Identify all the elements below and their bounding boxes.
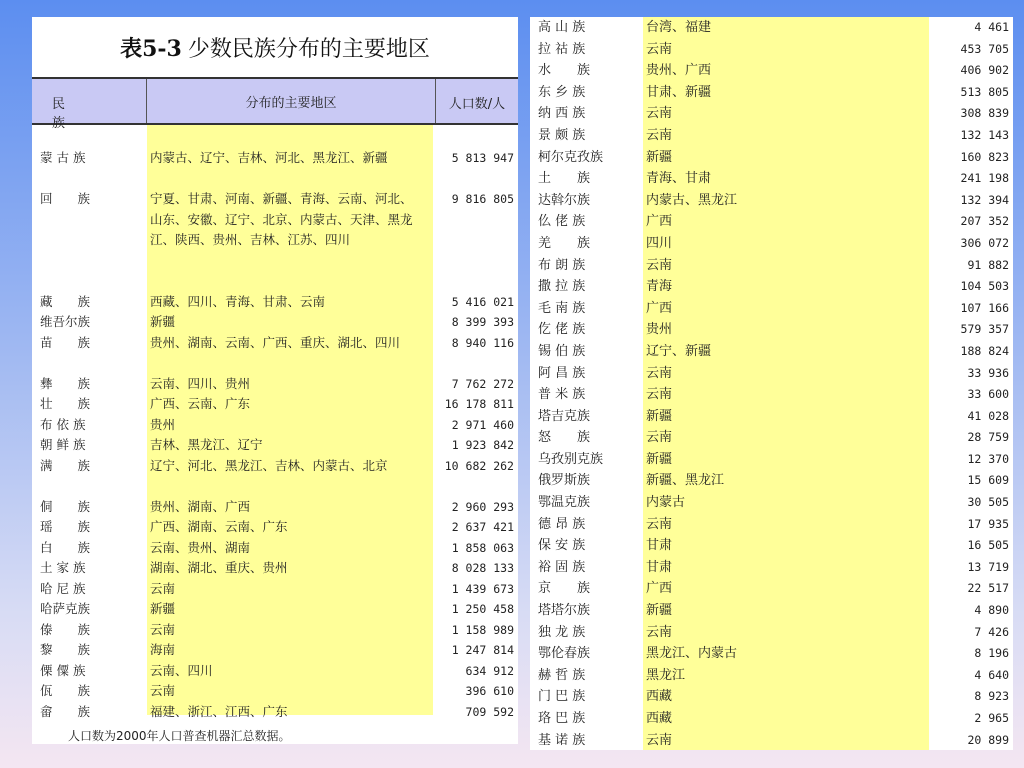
population-count: 41 028 (967, 408, 1009, 423)
table-row (32, 456, 518, 497)
ethnic-group-name: 白 族 (40, 539, 91, 555)
population-count: 453 705 (960, 41, 1009, 56)
distribution-regions: 新疆 (646, 149, 673, 165)
ethnic-group-name: 佤 族 (40, 683, 91, 698)
table-row (32, 620, 518, 641)
distribution-regions: 福建、浙江、江西、广东 (150, 703, 288, 719)
ethnic-group-name: 高 山 族 (538, 20, 586, 35)
ethnic-group-name: 塔吉克族 (538, 408, 591, 424)
distribution-regions: 青海 (646, 279, 673, 295)
table-row (32, 497, 518, 518)
table-row (530, 255, 1013, 277)
table-row (32, 435, 518, 456)
ethnic-group-name: 赫 哲 族 (538, 667, 586, 683)
table-row (530, 341, 1013, 363)
population-count: 5 416 021 (451, 294, 514, 309)
population-count: 10 682 262 (444, 458, 514, 473)
left-table-panel (32, 17, 518, 744)
distribution-regions: 甘肃 (646, 559, 673, 575)
table-row (32, 640, 518, 661)
table-row (530, 319, 1013, 341)
population-count: 2 965 (974, 711, 1009, 725)
distribution-regions: 新疆 (646, 451, 673, 467)
ethnic-group-name: 维吾尔族 (40, 314, 91, 329)
population-count: 2 971 460 (451, 417, 514, 432)
table-row (530, 60, 1013, 82)
distribution-regions: 广西 (646, 581, 673, 597)
table-row (530, 665, 1013, 687)
ethnic-group-name: 傣 族 (40, 621, 91, 637)
ethnic-group-name: 保 安 族 (538, 538, 586, 554)
distribution-regions: 湖南、湖北、重庆、贵州 (150, 560, 288, 575)
population-count: 17 935 (967, 516, 1009, 531)
population-count: 1 250 458 (451, 602, 514, 616)
ethnic-group-name: 京 族 (538, 581, 591, 597)
population-count: 104 503 (960, 279, 1009, 294)
population-count: 33 600 (967, 387, 1009, 402)
population-count: 634 912 (465, 663, 514, 678)
population-count: 12 370 (967, 451, 1009, 466)
ethnic-group-name: 怒 族 (538, 430, 591, 446)
ethnic-group-name: 布 依 族 (40, 416, 86, 432)
ethnic-group-name: 土 族 (538, 171, 591, 187)
table-row (530, 406, 1013, 428)
population-count: 33 936 (967, 365, 1009, 380)
population-count: 132 143 (960, 127, 1009, 142)
table-row (32, 661, 518, 682)
table-row (32, 558, 518, 579)
distribution-regions: 云南 (646, 732, 673, 748)
distribution-regions: 辽宁、河北、黑龙江、吉林、内蒙古、北京 (150, 457, 388, 473)
population-count: 20 899 (967, 732, 1009, 747)
ethnic-group-name: 基 诺 族 (538, 732, 586, 748)
table-row (530, 17, 1013, 39)
table-row (530, 427, 1013, 449)
population-count: 22 517 (967, 581, 1009, 596)
ethnic-group-name: 壮 族 (40, 396, 91, 411)
ethnic-group-name: 锡 伯 族 (538, 343, 586, 359)
distribution-regions: 云南 (150, 580, 176, 596)
distribution-regions: 台湾、福建 (646, 20, 712, 35)
population-count: 188 824 (960, 343, 1009, 358)
population-count: 1 158 989 (451, 622, 514, 637)
table-row (530, 147, 1013, 169)
table-header (32, 77, 518, 131)
table-row (530, 730, 1013, 752)
population-count: 1 923 842 (451, 438, 514, 452)
distribution-regions: 黑龙江 (646, 667, 686, 683)
distribution-regions: 广西、云南、广东 (150, 396, 251, 411)
ethnic-group-name: 苗 族 (40, 334, 91, 350)
ethnic-group-name: 毛 南 族 (538, 300, 586, 316)
distribution-regions: 云南 (150, 683, 176, 698)
distribution-regions: 辽宁、新疆 (646, 343, 712, 359)
population-count: 8 196 (974, 646, 1009, 661)
distribution-regions: 贵州、湖南、广西 (150, 498, 251, 514)
distribution-regions: 甘肃、新疆 (646, 84, 712, 100)
distribution-regions: 云南 (646, 127, 673, 143)
ethnic-group-name: 纳 西 族 (538, 106, 586, 122)
population-count: 7 426 (974, 624, 1009, 639)
table-row (530, 190, 1013, 212)
ethnic-group-name: 俄罗斯族 (538, 473, 591, 489)
distribution-regions: 贵州、湖南、云南、广西、重庆、湖北、四川 (150, 334, 401, 350)
population-count: 15 609 (967, 473, 1009, 488)
distribution-regions: 宁夏、甘肃、河南、新疆、青海、云南、河北、山东、安徽、辽宁、北京、内蒙古、天津、黑龙江、陕西、贵州、吉林、江苏、四川 (150, 191, 413, 247)
ethnic-group-name: 独 龙 族 (538, 624, 586, 640)
distribution-regions: 云南 (646, 624, 673, 640)
population-count: 207 352 (960, 214, 1009, 229)
ethnic-group-name: 黎 族 (40, 642, 91, 657)
distribution-regions: 广西、湖南、云南、广东 (150, 519, 288, 534)
ethnic-group-name: 傈 僳 族 (40, 662, 86, 678)
ethnic-group-name: 柯尔克孜族 (538, 149, 604, 165)
distribution-regions: 云南 (150, 621, 176, 637)
ethnic-group-name: 蒙 古 族 (40, 150, 86, 165)
ethnic-group-name: 水 族 (538, 63, 591, 79)
ethnic-group-name: 裕 固 族 (538, 559, 586, 575)
table-row (530, 557, 1013, 579)
table-row (530, 470, 1013, 492)
population-count: 28 759 (967, 430, 1009, 445)
ethnic-group-name: 塔塔尔族 (538, 603, 591, 619)
ethnic-group-name: 门 巴 族 (538, 689, 586, 705)
table-row (530, 39, 1013, 61)
ethnic-group-name: 达斡尔族 (538, 192, 591, 208)
table-row (530, 82, 1013, 104)
table-row (32, 415, 518, 436)
ethnic-group-name: 哈 尼 族 (40, 580, 86, 596)
population-count: 13 719 (967, 559, 1009, 574)
ethnic-group-name: 侗 族 (40, 498, 91, 514)
population-count: 4 890 (974, 603, 1009, 618)
population-count: 107 166 (960, 300, 1009, 315)
distribution-regions: 甘肃 (646, 538, 673, 554)
population-count: 1 247 814 (451, 643, 514, 657)
table-row (530, 363, 1013, 385)
distribution-regions: 新疆 (646, 603, 673, 619)
population-count: 579 357 (960, 322, 1009, 337)
distribution-regions: 广西 (646, 214, 673, 230)
population-count: 30 505 (967, 495, 1009, 510)
table-row (530, 622, 1013, 644)
distribution-regions: 内蒙古、辽宁、吉林、河北、黑龙江、新疆 (150, 150, 388, 165)
distribution-regions: 云南、四川、贵州 (150, 375, 251, 391)
population-count: 709 592 (465, 704, 514, 719)
table-row (530, 233, 1013, 255)
distribution-regions: 云南 (646, 106, 673, 122)
table-row (32, 599, 518, 620)
ethnic-group-name: 仡 佬 族 (538, 322, 586, 338)
table-row (530, 514, 1013, 536)
distribution-regions: 云南 (646, 365, 673, 381)
table-number: 表5-3 (120, 35, 182, 62)
ethnic-group-name: 哈萨克族 (40, 601, 91, 616)
population-count: 1 439 673 (451, 581, 514, 596)
ethnic-group-name: 普 米 族 (538, 387, 586, 403)
ethnic-group-name: 乌孜别克族 (538, 451, 604, 467)
ethnic-group-name: 鄂温克族 (538, 495, 591, 511)
population-count: 1 858 063 (451, 540, 514, 555)
distribution-regions: 云南、贵州、湖南 (150, 539, 251, 555)
table-row (32, 312, 518, 333)
header-regions: 分布的主要地区 (146, 79, 436, 123)
ethnic-group-name: 畲 族 (40, 703, 91, 719)
left-table-body (32, 148, 518, 722)
table-row (530, 578, 1013, 600)
population-count: 308 839 (960, 106, 1009, 121)
table-row (530, 600, 1013, 622)
population-count: 8 923 (974, 689, 1009, 704)
population-count: 8 028 133 (451, 561, 514, 575)
population-count: 406 902 (960, 63, 1009, 78)
population-count: 7 762 272 (451, 376, 514, 391)
table-row (32, 579, 518, 600)
table-row (32, 148, 518, 189)
footnote: 人口数为2000年人口普查机器汇总数据。 (68, 729, 291, 743)
ethnic-group-name: 彝 族 (40, 375, 91, 391)
ethnic-group-name: 拉 祜 族 (538, 41, 586, 57)
ethnic-group-name: 羌 族 (538, 235, 591, 251)
population-count: 241 198 (960, 171, 1009, 186)
distribution-regions: 云南 (646, 516, 673, 532)
distribution-regions: 贵州、广西 (646, 63, 712, 79)
ethnic-group-name: 阿 昌 族 (538, 365, 586, 381)
table-row (530, 449, 1013, 471)
distribution-regions: 黑龙江、内蒙古 (646, 646, 738, 662)
ethnic-group-name: 瑶 族 (40, 519, 91, 534)
population-count: 2 637 421 (451, 520, 514, 534)
distribution-regions: 贵州 (646, 322, 673, 338)
population-count: 9 816 805 (451, 192, 514, 206)
distribution-regions: 云南 (646, 430, 673, 446)
table-row (530, 686, 1013, 708)
distribution-regions: 云南 (646, 257, 673, 273)
population-count: 8 940 116 (451, 335, 514, 350)
distribution-regions: 新疆 (150, 601, 176, 616)
distribution-regions: 吉林、黑龙江、辽宁 (150, 437, 263, 452)
population-count: 16 505 (967, 538, 1009, 553)
table-row (32, 702, 518, 723)
table-row (32, 681, 518, 702)
population-count: 91 882 (967, 257, 1009, 272)
distribution-regions: 云南、四川 (150, 662, 213, 678)
distribution-regions: 西藏、四川、青海、甘肃、云南 (150, 293, 326, 309)
header-population: 人口数/人 (448, 97, 506, 112)
population-count: 306 072 (960, 235, 1009, 250)
table-row (530, 103, 1013, 125)
population-count: 132 394 (960, 192, 1009, 207)
distribution-regions: 新疆 (150, 314, 176, 329)
distribution-regions: 内蒙古 (646, 495, 686, 511)
header-ethnic-group: 民族 (52, 97, 104, 131)
table-row (530, 384, 1013, 406)
table-row (32, 538, 518, 559)
distribution-regions: 新疆 (646, 408, 673, 424)
table-row (32, 189, 518, 292)
table-row (32, 333, 518, 374)
ethnic-group-name: 撒 拉 族 (538, 279, 586, 295)
table-row (530, 168, 1013, 190)
population-count: 16 178 811 (444, 397, 514, 411)
table-row (32, 394, 518, 415)
ethnic-group-name: 鄂伦春族 (538, 646, 591, 662)
distribution-regions: 广西 (646, 300, 673, 316)
ethnic-group-name: 朝 鲜 族 (40, 437, 86, 452)
ethnic-group-name: 回 族 (40, 191, 91, 206)
population-count: 160 823 (960, 149, 1009, 164)
distribution-regions: 云南 (646, 387, 673, 403)
distribution-regions: 西藏 (646, 689, 673, 705)
distribution-regions: 内蒙古、黑龙江 (646, 192, 738, 208)
right-table-panel (530, 17, 1013, 750)
table-title (32, 17, 518, 77)
distribution-regions: 贵州 (150, 416, 176, 432)
population-count: 5 813 947 (451, 151, 514, 165)
population-count: 2 960 293 (451, 499, 514, 514)
population-count: 4 640 (974, 667, 1009, 682)
table-row (530, 211, 1013, 233)
table-row (530, 276, 1013, 298)
distribution-regions: 新疆、黑龙江 (646, 473, 725, 489)
table-row (32, 374, 518, 395)
table-row (530, 492, 1013, 514)
distribution-regions: 海南 (150, 642, 176, 657)
ethnic-group-name: 东 乡 族 (538, 84, 586, 100)
table-row (530, 125, 1013, 147)
table-row (530, 298, 1013, 320)
ethnic-group-name: 景 颇 族 (538, 127, 586, 143)
distribution-regions: 四川 (646, 235, 673, 251)
ethnic-group-name: 布 朗 族 (538, 257, 586, 273)
right-table-body (530, 17, 1013, 751)
ethnic-group-name: 仫 佬 族 (538, 214, 586, 230)
distribution-regions: 云南 (646, 41, 673, 57)
table-title-text: 少数民族分布的主要地区 (187, 36, 430, 62)
table-row (32, 292, 518, 313)
population-count: 396 610 (465, 684, 514, 698)
ethnic-group-name: 珞 巴 族 (538, 711, 586, 726)
distribution-regions: 青海、甘肃 (646, 171, 712, 187)
table-row (530, 708, 1013, 730)
ethnic-group-name: 藏 族 (40, 293, 91, 309)
table-row (32, 517, 518, 538)
table-row (530, 535, 1013, 557)
table-row (530, 643, 1013, 665)
population-count: 8 399 393 (451, 315, 514, 329)
population-count: 513 805 (960, 84, 1009, 99)
ethnic-group-name: 德 昂 族 (538, 516, 586, 532)
ethnic-group-name: 土 家 族 (40, 560, 86, 575)
distribution-regions: 西藏 (646, 711, 673, 726)
ethnic-group-name: 满 族 (40, 457, 91, 473)
population-count: 4 461 (974, 20, 1009, 34)
